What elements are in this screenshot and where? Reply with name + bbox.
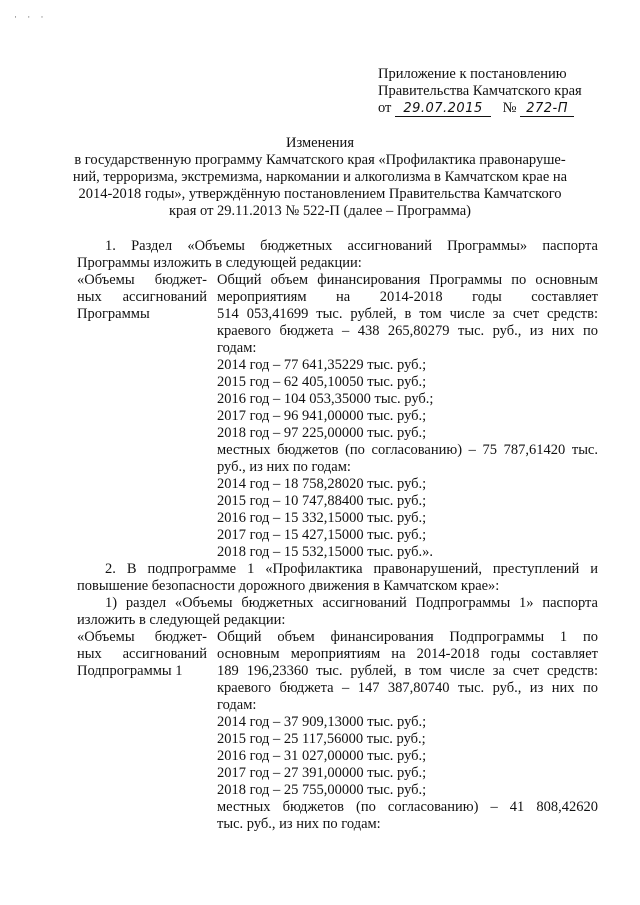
section2-left-line1: «Объемы бюджет- (77, 629, 207, 645)
section1-local-year: 2017 год – 15 427,15000 тыс. руб.; (217, 527, 427, 543)
section1-left-line1: «Объемы бюджет- (77, 272, 207, 288)
section2-left-line3: Подпрограммы 1 (77, 663, 183, 679)
section2-kray-year: 2014 год – 37 909,13000 тыс. руб.; (217, 714, 427, 730)
section1-local-year: 2014 год – 18 758,28020 тыс. руб.; (217, 476, 427, 492)
section1-kray-year: 2014 год – 77 641,35229 тыс. руб.; (217, 357, 427, 373)
section1-intro-line1: 1. Раздел «Объемы бюджетных ассигнований Программы» паспорта (105, 238, 598, 254)
number-prefix: № (502, 100, 517, 116)
date-handwritten: 29.07.2015 (395, 102, 491, 117)
section1-kray-year: 2016 год – 104 053,35000 тыс. руб.; (217, 391, 434, 407)
section2-sub-line2: изложить в следующей редакции: (77, 612, 286, 628)
section2-kray-year: 2018 год – 25 755,00000 тыс. руб.; (217, 782, 427, 798)
section2-local-line1: местных бюджетов (по согласованию) – 41 808,42620 (217, 799, 598, 815)
section2-sub-line1: 1) раздел «Объемы бюджетных ассигнований Подпрограммы 1» паспорта (105, 595, 598, 611)
section2-table (77, 629, 598, 833)
number-handwritten: 272-П (520, 102, 574, 117)
section1-kray-year: 2015 год – 62 405,10050 тыс. руб.; (217, 374, 427, 390)
section1-kray-year: 2017 год – 96 941,00000 тыс. руб.; (217, 408, 427, 424)
section1-right-line: мероприятиям на 2014-2018 годы составляет (217, 289, 598, 305)
date-prefix: от (378, 100, 392, 116)
document-body (77, 238, 598, 833)
section1-local-year: 2015 год – 10 747,88400 тыс. руб.; (217, 493, 427, 509)
section1-left-line3: Программы (77, 306, 150, 322)
section2-right-line: основным мероприятиям на 2014-2018 годы составляет (217, 646, 598, 662)
section1-table (77, 272, 598, 561)
section1-left-line2: ных ассигнований (77, 289, 207, 305)
section1-right-line: Общий объем финансирования Программы по основным (217, 272, 598, 288)
section1-kray-year: 2018 год – 97 225,00000 тыс. руб.; (217, 425, 427, 441)
scan-specks: · · · (14, 12, 48, 22)
section1-right-line: 514 053,41699 тыс. рублей, в том числе за счет средств: (217, 306, 598, 322)
section2-right-line: краевого бюджета – 147 387,80740 тыс. руб., из них по (217, 680, 598, 696)
section2-left-line2: ных ассигнований (77, 646, 207, 662)
appendix-date-line (378, 100, 628, 117)
section2-right-col (207, 629, 598, 833)
title-line-2: в государственную программу Камчатского края «Профилактика правонаруше- (74, 152, 566, 168)
section1-local-line1: местных бюджетов (по согласованию) – 75 787,61420 тыс. (217, 442, 598, 458)
section1-local-year: 2016 год – 15 332,15000 тыс. руб.; (217, 510, 427, 526)
section2-kray-year: 2016 год – 31 027,00000 тыс. руб.; (217, 748, 427, 764)
section1-right-line: годам: (217, 340, 257, 356)
section1-local-year: 2018 год – 15 532,15000 тыс. руб.». (217, 544, 434, 560)
section1-right-col (207, 272, 598, 561)
section1-intro-line2: Программы изложить в следующей редакции: (77, 255, 362, 271)
title-line-4: 2014-2018 годы», утверждённую постановлением Правительства Камчатского (78, 186, 562, 202)
appendix-header (378, 66, 628, 117)
section2-intro-line2: повышение безопасности дорожного движения в Камчатском крае»: (77, 578, 500, 594)
section2-right-line: годам: (217, 697, 257, 713)
title-line-3: ний, терроризма, экстремизма, наркомании и алкоголизма в Камчатском крае на (72, 169, 568, 185)
appendix-line-1: Приложение к постановлению (378, 66, 567, 82)
section1-local-line2: руб., из них по годам: (217, 459, 351, 475)
section2-right-line: 189 196,23360 тыс. рублей, в том числе за счет средств: (217, 663, 598, 679)
document-title (70, 135, 570, 220)
section2-local-line2: тыс. руб., из них по годам: (217, 816, 381, 832)
title-line-5: края от 29.11.2013 № 522-П (далее – Программа) (168, 203, 471, 219)
title-line-1: Изменения (286, 135, 354, 151)
section2-left-col (77, 629, 207, 833)
section2-kray-year: 2017 год – 27 391,00000 тыс. руб.; (217, 765, 427, 781)
appendix-line-2: Правительства Камчатского края (378, 83, 582, 99)
section2-right-line: Общий объем финансирования Подпрограммы 1 по (217, 629, 598, 645)
section1-left-col (77, 272, 207, 561)
section1-right-line: краевого бюджета – 438 265,80279 тыс. руб., из них по (217, 323, 598, 339)
section2-intro-line1: 2. В подпрограмме 1 «Профилактика правонарушений, преступлений и (105, 561, 598, 577)
section2-kray-year: 2015 год – 25 117,56000 тыс. руб.; (217, 731, 426, 747)
